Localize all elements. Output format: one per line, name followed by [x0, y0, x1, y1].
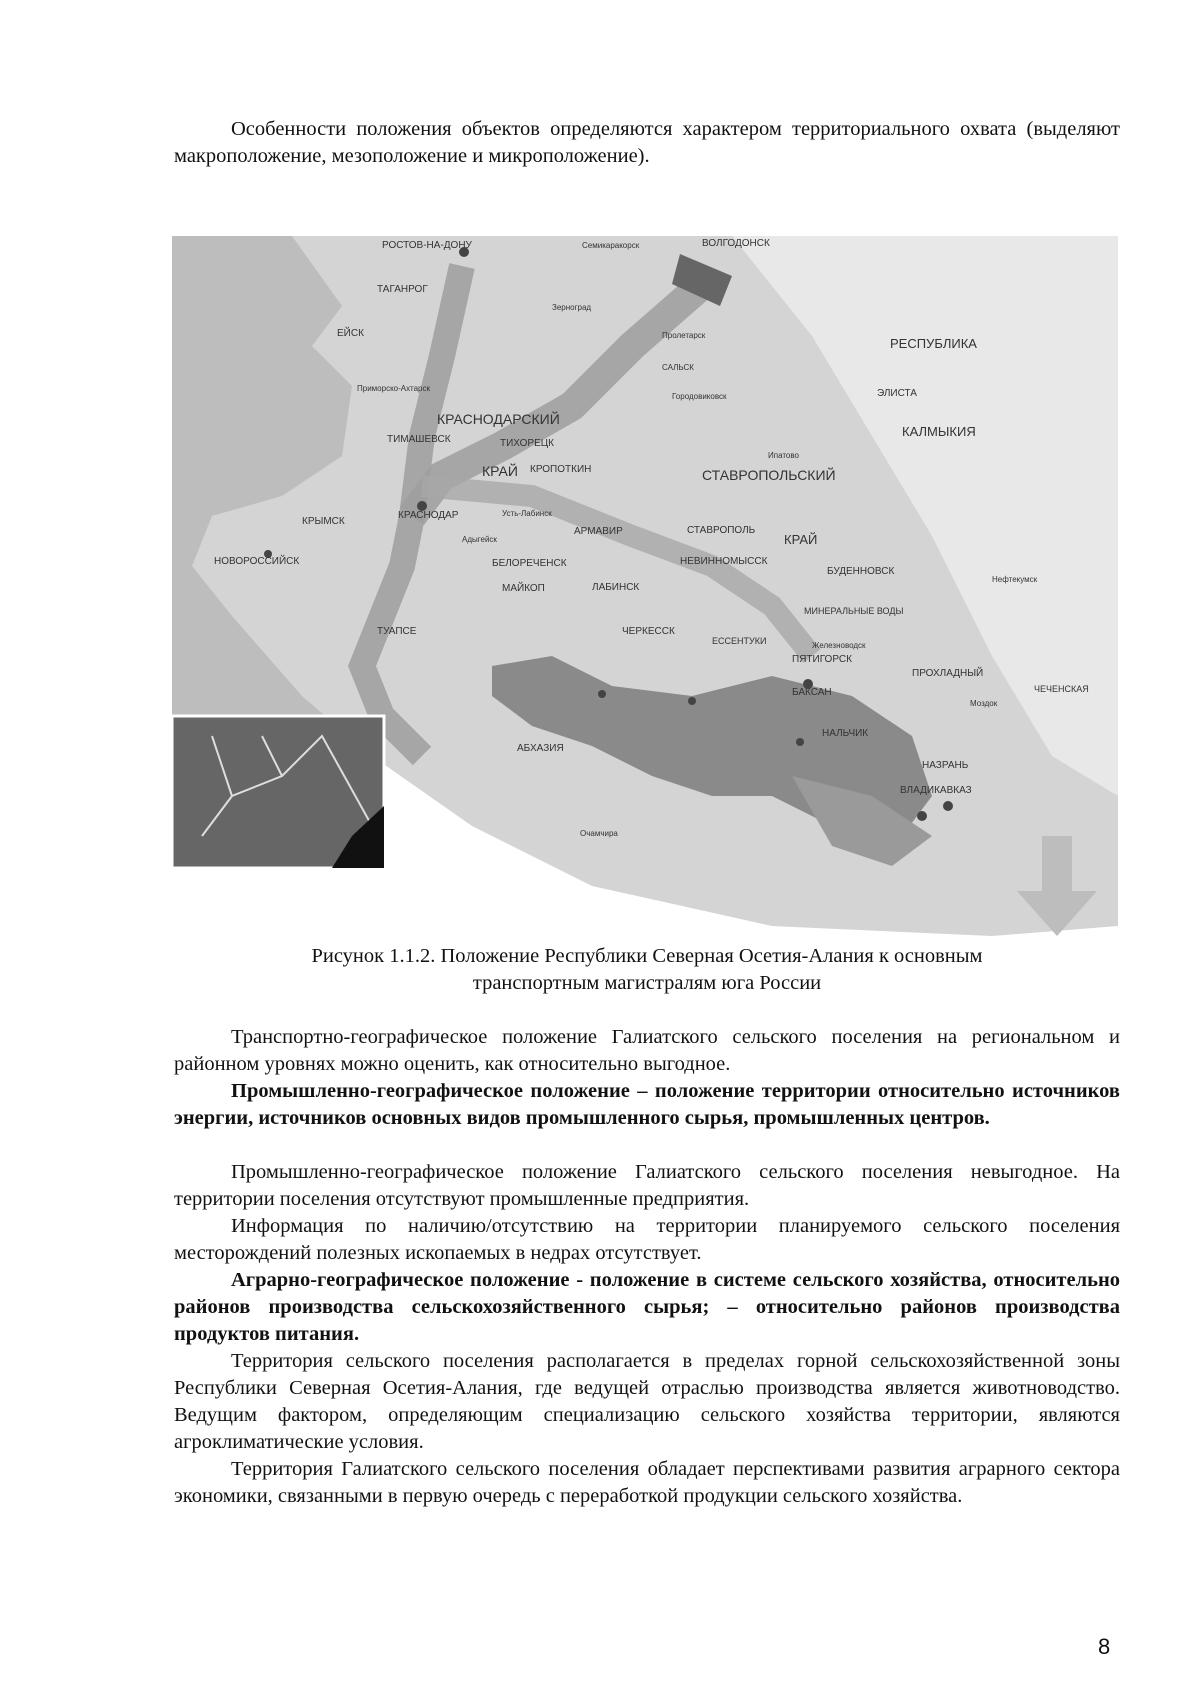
- map-label: ТИХОРЕЦК: [500, 438, 554, 449]
- map-label: БЕЛОРЕЧЕНСК: [492, 558, 567, 569]
- map-label: НЕВИННОМЫССК: [680, 556, 768, 567]
- map-label: КРАСНОДАРСКИЙ: [437, 411, 560, 427]
- map-label: РОСТОВ-НА-ДОНУ: [382, 240, 472, 251]
- map-label: ЧЕРКЕССК: [622, 626, 675, 637]
- map-label: ПЯТИГОРСК: [792, 654, 852, 665]
- map-label: БАКСАН: [792, 687, 832, 698]
- map-label: ТУАПСЕ: [377, 626, 417, 637]
- map-label: ВОЛГОДОНСК: [702, 238, 770, 249]
- map-label: ЧЕЧЕНСКАЯ: [1034, 684, 1089, 694]
- map-label: ТАГАНРОГ: [377, 284, 428, 295]
- map-label: ТИМАШЕВСК: [387, 434, 451, 445]
- paragraph: Информация по наличию/отсутствию на территории планируемого сельского поселения месторождений полезных ископаемых в недрах отсутствует.: [174, 1215, 1120, 1264]
- map-label: ЕЙСК: [337, 328, 364, 339]
- paragraph: Транспортно-географическое положение Галиатского сельского поселения на региональном и районном уровнях можно оценить, как относительно выгодное.: [174, 1026, 1120, 1075]
- map-label: ВЛАДИКАВКАЗ: [900, 785, 972, 796]
- paragraph: Территория Галиатского сельского поселения обладает перспективами развития аграрного сектора экономики, связанными в первую очередь с переработкой продукции сельского хозяйства.: [174, 1458, 1120, 1507]
- map-label: КАЛМЫКИЯ: [902, 424, 976, 439]
- map-label: НАЛЬЧИК: [822, 728, 869, 739]
- map-label: Пролетарск: [662, 331, 706, 340]
- map-label: Приморско-Ахтарск: [357, 384, 430, 393]
- map-label: Железноводск: [812, 641, 866, 650]
- map-label: ЕССЕНТУКИ: [712, 636, 767, 646]
- map-label: Очамчира: [580, 829, 618, 838]
- map-label: ЛАБИНСК: [592, 582, 640, 593]
- map-label: ПРОХЛАДНЫЙ: [912, 668, 984, 679]
- map-label: НОВОРОССИЙСК: [214, 556, 300, 567]
- figure-caption-line: транспортным магистралям юга России: [472, 972, 822, 994]
- bold-paragraph: Промышленно-географическое положение – положение территории относительно источников энергии, источников основных видов промышленного сырья, промышленных центров.: [174, 1080, 1120, 1129]
- map-label: АРМАВИР: [574, 526, 623, 537]
- map-label: НАЗРАНЬ: [922, 760, 969, 771]
- bold-paragraph: Аграрно-географическое положение - положение в системе сельского хозяйства, относительно районов производства сельскохозяйственного сырья; – относительно районов производства продуктов питания.: [174, 1269, 1120, 1345]
- map-label: КРЫМСК: [302, 516, 345, 527]
- map-label: САЛЬСК: [662, 363, 694, 372]
- map-label: МАЙКОП: [502, 583, 545, 594]
- paragraph: Территория сельского поселения располагается в пределах горной сельскохозяйственной зоны Республики Северная Осетия-Алания, где ведущей отраслью производства является животноводство. Ведущим фактором, определяющим специализацию сельского хозяйства территории, являются агроклиматические условия.: [174, 1350, 1120, 1453]
- figure-caption-line: Рисунок 1.1.2. Положение Республики Северная Осетия-Алания к основным: [311, 945, 983, 967]
- map-label: Ипатово: [768, 451, 799, 460]
- intro-paragraph: Особенности положения объектов определяются характером территориального охвата (выделяют макроположение, мезоположение и микроположение).: [174, 118, 1120, 167]
- paragraph: Промышленно-географическое положение Галиатского сельского поселения невыгодное. На территории поселения отсутствуют промышленные предприятия.: [174, 1161, 1120, 1210]
- map-label: Моздок: [970, 699, 998, 708]
- figure-caption: [174, 943, 1120, 997]
- map-label: МИНЕРАЛЬНЫЕ ВОДЫ: [804, 606, 904, 616]
- map-label: КРАЙ: [482, 463, 518, 479]
- map-label: Адыгейск: [462, 535, 497, 544]
- regional-transport-map: [172, 236, 1118, 940]
- map-label: Зерноград: [552, 303, 592, 312]
- map-label: РЕСПУБЛИКА: [890, 336, 977, 351]
- map-label: Городовиковск: [672, 392, 727, 401]
- map-label: КРОПОТКИН: [530, 464, 592, 475]
- map-label: КРАСНОДАР: [398, 510, 459, 521]
- map-label: Семикаракорск: [582, 241, 640, 250]
- map-label: АБХАЗИЯ: [517, 743, 564, 754]
- map-label: Нефтекумск: [992, 575, 1038, 584]
- map-label: КРАЙ: [784, 532, 818, 547]
- map-label: СТАВРОПОЛЬ: [687, 525, 756, 536]
- map-label: БУДЕННОВСК: [827, 566, 895, 577]
- page-number: 8: [1098, 1634, 1111, 1659]
- map-label: ЭЛИСТА: [877, 388, 917, 399]
- map-label: Усть-Лабинск: [502, 509, 552, 518]
- map-label: СТАВРОПОЛЬСКИЙ: [702, 467, 836, 483]
